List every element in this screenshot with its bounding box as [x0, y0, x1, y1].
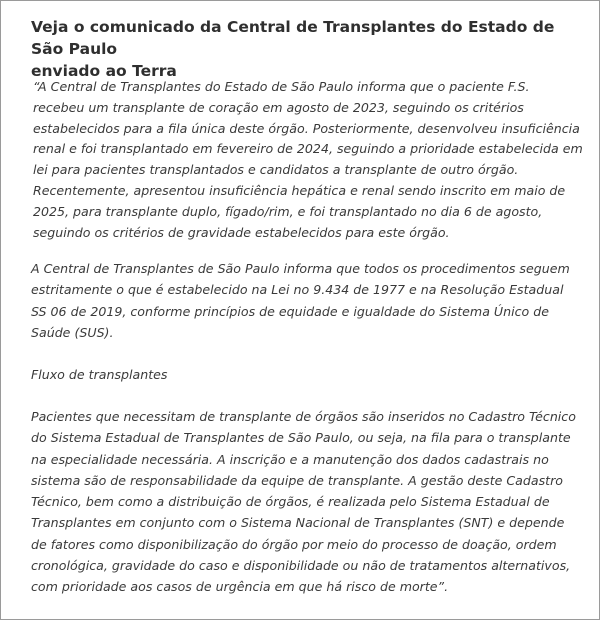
quote-line: seguindo os critérios de gravidade estabelecidos para este órgão. — [33, 224, 450, 240]
heading-line-2: enviado ao Terra — [31, 62, 177, 80]
article-heading — [31, 16, 576, 82]
quote-line: “A Central de Transplantes do Estado de São Paulo informa que o paciente F.S. — [33, 79, 530, 94]
paragraph-line: na especialidade necessária. A inscrição e a manutenção dos dados cadastrais no — [31, 451, 549, 467]
statement-quote — [33, 77, 583, 243]
section-label-paragraph — [31, 364, 576, 385]
paragraph-line: do Sistema Estadual de Transplantes de São Paulo, ou seja, na fila para o transplante — [31, 430, 571, 446]
paragraph-line: cronológica, gravidade do caso e disponibilidade ou não de tratamentos alternativos, — [31, 558, 571, 574]
paragraph-line: com prioridade aos casos de urgência em que há risco de morte”. — [31, 579, 449, 595]
legal-basis-paragraph — [31, 258, 576, 343]
quote-line: lei para pacientes transplantados e candidatos a transplante de outro órgão. — [33, 162, 519, 178]
paragraph-line: Saúde (SUS). — [31, 324, 114, 340]
quote-line: recebeu um transplante de coração em agosto de 2023, seguindo os critérios — [33, 99, 524, 115]
transplant-flow-paragraph — [31, 406, 576, 598]
paragraph-line: Técnico, bem como a distribuição de órgãos, é realizada pelo Sistema Estadual de — [31, 494, 550, 510]
paragraph-line: SS 06 de 2019, conforme princípios de equidade e igualdade do Sistema Único de — [31, 303, 549, 319]
paragraph-line: de fatores como disponibilização do órgão por meio do processo de doação, ordem — [31, 536, 557, 552]
quote-line: estabelecidos para a fila única deste órgão. Posteriormente, desenvolveu insuficiência — [33, 120, 580, 136]
quote-line: Recentemente, apresentou insuficiência hepática e renal sendo inscrito em maio de — [33, 182, 566, 198]
paragraph-line: estritamente o que é estabelecido na Lei no 9.434 de 1977 e na Resolução Estadual — [31, 282, 564, 298]
quote-line: renal e foi transplantado em fevereiro de 2024, seguindo a prioridade estabelecida em — [33, 141, 583, 157]
paragraph-line: Fluxo de transplantes — [31, 367, 168, 382]
paragraph-line: sistema são de responsabilidade da equipe de transplante. A gestão deste Cadastro — [31, 472, 563, 488]
paragraph-line: Pacientes que necessitam de transplante de órgãos são inseridos no Cadastro Técnico — [31, 409, 576, 424]
quote-line: 2025, para transplante duplo, fígado/rim, e foi transplantado no dia 6 de agosto, — [33, 203, 543, 219]
heading-line-1: Veja o comunicado da Central de Transplantes do Estado de São Paulo — [31, 18, 555, 58]
paragraph-line: A Central de Transplantes de São Paulo informa que todos os procedimentos seguem — [31, 261, 570, 276]
paragraph-line: Transplantes em conjunto com o Sistema Nacional de Transplantes (SNT) e depende — [31, 515, 565, 531]
